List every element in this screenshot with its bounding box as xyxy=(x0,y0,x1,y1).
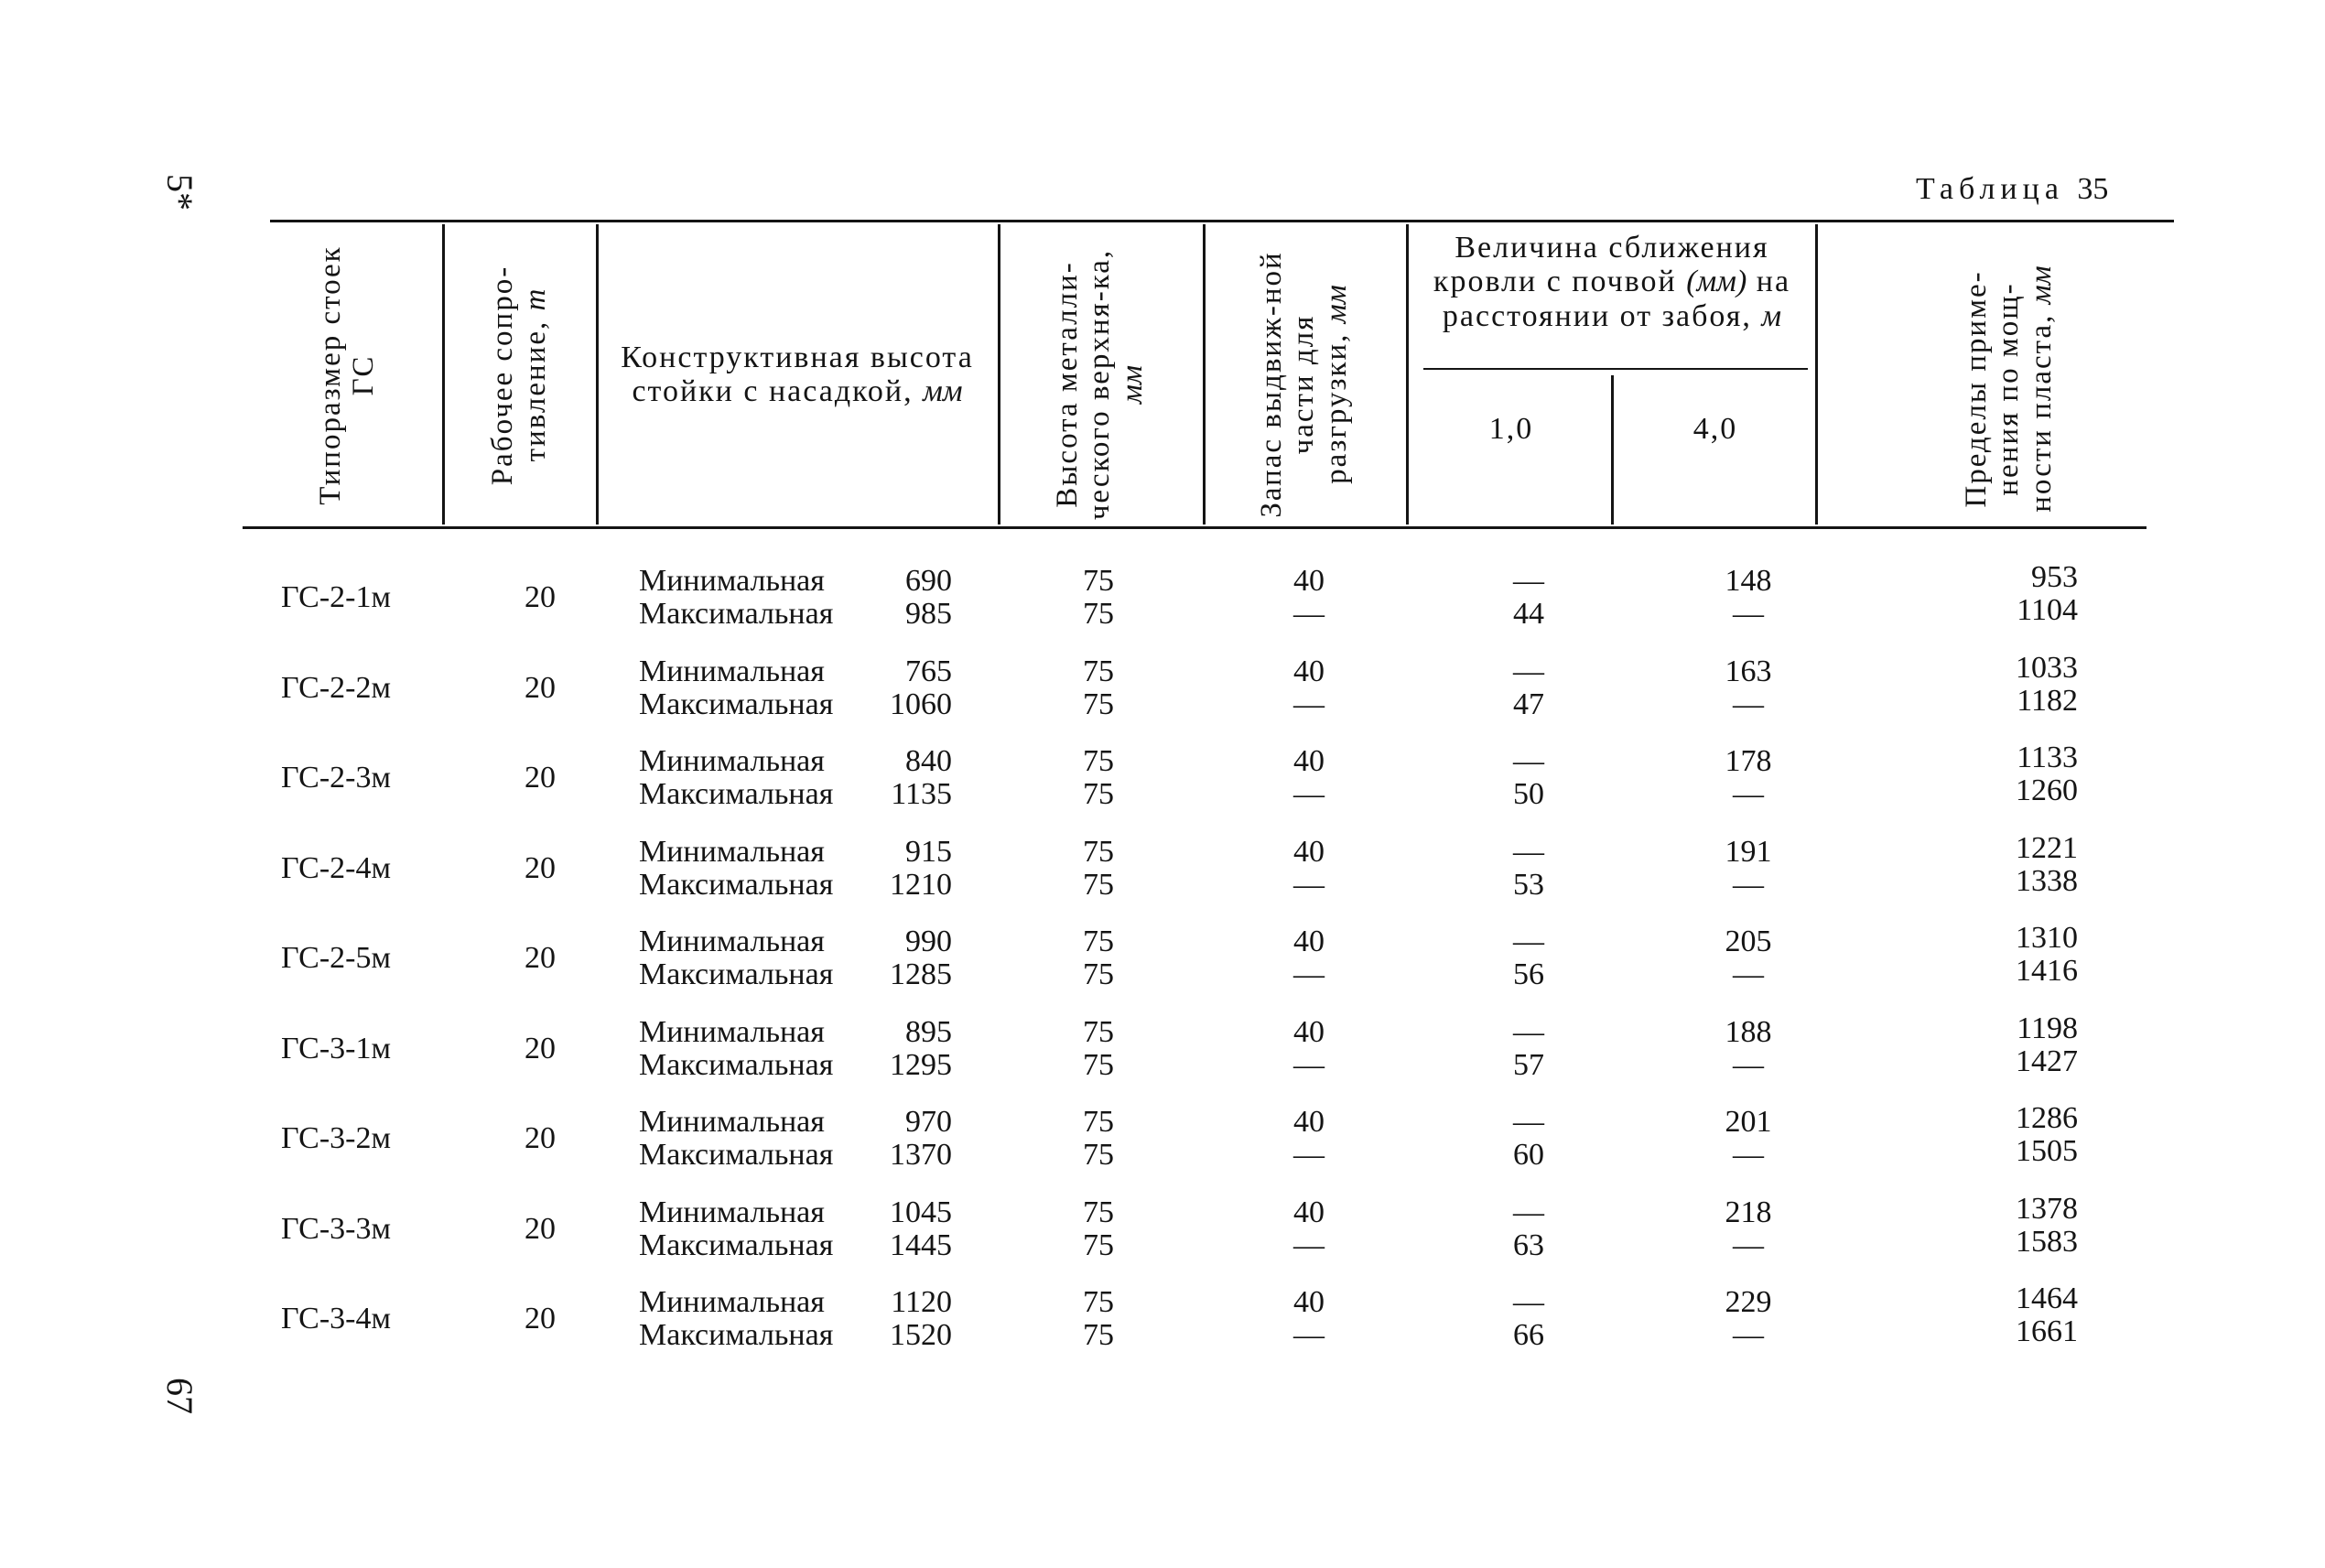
row-height-values-line: 840 xyxy=(905,744,952,778)
row-approach-1m-line: — xyxy=(1513,1195,1544,1229)
row-approach-4m xyxy=(1703,655,1794,721)
row-metal-line: 75 xyxy=(1083,957,1114,991)
row-resistance-line: 20 xyxy=(524,671,556,705)
row-approach-1m-line: — xyxy=(1513,925,1544,958)
row-limits-line: 1286 xyxy=(2016,1101,2078,1135)
row-approach-1m xyxy=(1483,655,1574,721)
row-height-values-line: 915 xyxy=(905,835,952,869)
row-metal-line: 75 xyxy=(1083,835,1114,869)
row-height-labels xyxy=(639,1196,877,1262)
row-type-line: ГС-2-1м xyxy=(280,580,392,614)
row-approach-4m xyxy=(1703,1286,1794,1352)
row-reserve-line: 40 xyxy=(1293,1195,1325,1229)
row-reserve-line: 40 xyxy=(1293,744,1325,778)
row-approach-4m-line: — xyxy=(1733,868,1764,902)
row-approach-1m xyxy=(1483,745,1574,811)
row-height-values-line: 765 xyxy=(905,654,952,688)
row-resistance-line: 20 xyxy=(524,851,556,885)
row-approach-1m xyxy=(1483,1016,1574,1082)
header-type-text: Типоразмер стоек ГС xyxy=(314,245,380,505)
row-approach-1m-line: — xyxy=(1513,835,1544,869)
row-reserve-line: — xyxy=(1293,1048,1325,1082)
row-metal xyxy=(1053,565,1144,631)
row-limits-line: 1505 xyxy=(2016,1134,2078,1168)
row-metal-line: 75 xyxy=(1083,1228,1114,1262)
row-height-values-line: 1210 xyxy=(890,868,952,902)
row-height-labels-line: Минимальная xyxy=(639,925,825,958)
row-height-labels xyxy=(639,745,877,811)
row-height-labels xyxy=(639,1286,877,1352)
approach-group-rule xyxy=(1423,368,1808,370)
row-height-labels-line: Максимальная xyxy=(639,1318,834,1352)
row-approach-1m xyxy=(1483,1106,1574,1172)
row-reserve xyxy=(1263,1016,1355,1082)
row-type xyxy=(240,852,432,885)
row-reserve xyxy=(1263,1106,1355,1172)
row-limits xyxy=(1950,922,2078,988)
row-approach-4m xyxy=(1703,565,1794,631)
row-limits-line: 1104 xyxy=(2017,593,2078,627)
row-height-labels-line: Минимальная xyxy=(639,1285,825,1319)
row-reserve-line: 40 xyxy=(1293,1105,1325,1139)
row-metal xyxy=(1053,836,1144,902)
row-metal-line: 75 xyxy=(1083,1318,1114,1352)
row-height-labels-line: Максимальная xyxy=(639,597,834,631)
row-resistance xyxy=(449,852,632,885)
row-height-labels-line: Минимальная xyxy=(639,744,825,778)
row-approach-4m-line: 201 xyxy=(1725,1105,1772,1139)
header-limits xyxy=(1941,243,2078,535)
row-type-line: ГС-2-3м xyxy=(280,761,392,795)
row-approach-4m-line: 191 xyxy=(1725,835,1772,869)
row-reserve-line: 40 xyxy=(1293,925,1325,958)
row-resistance xyxy=(449,672,632,705)
row-metal-line: 75 xyxy=(1083,925,1114,958)
row-height-labels-line: Максимальная xyxy=(639,868,834,902)
row-height-labels xyxy=(639,836,877,902)
table-title-number: 35 xyxy=(2077,172,2109,206)
row-reserve xyxy=(1263,925,1355,991)
row-metal-line: 75 xyxy=(1083,1015,1114,1049)
row-type-line: ГС-2-4м xyxy=(280,851,392,885)
row-approach-1m xyxy=(1483,565,1574,631)
row-approach-1m-line: 44 xyxy=(1513,597,1544,631)
row-limits xyxy=(1950,1193,2078,1259)
row-metal-line: 75 xyxy=(1083,597,1114,631)
row-type-line: ГС-3-4м xyxy=(280,1302,392,1336)
header-metal xyxy=(1036,243,1164,526)
row-approach-4m-line: 148 xyxy=(1725,564,1772,598)
row-approach-1m-line: — xyxy=(1513,654,1544,688)
table-title xyxy=(1916,172,2108,207)
row-metal-line: 75 xyxy=(1083,564,1114,598)
row-height-values-line: 1120 xyxy=(891,1285,952,1319)
row-reserve xyxy=(1263,745,1355,811)
row-height-values-line: 1370 xyxy=(890,1138,952,1172)
row-type-line: ГС-2-2м xyxy=(280,671,392,705)
row-approach-1m-line: — xyxy=(1513,744,1544,778)
row-reserve-line: 40 xyxy=(1293,654,1325,688)
row-height-labels-line: Минимальная xyxy=(639,1015,825,1049)
row-resistance-line: 20 xyxy=(524,1032,556,1065)
row-resistance xyxy=(449,1213,632,1246)
row-resistance-line: 20 xyxy=(524,941,556,975)
row-resistance-line: 20 xyxy=(524,580,556,614)
row-height-labels-line: Максимальная xyxy=(639,1138,834,1172)
row-approach-1m xyxy=(1483,1286,1574,1352)
row-height-values xyxy=(860,1286,952,1352)
row-approach-4m-line: — xyxy=(1733,777,1764,811)
row-reserve-line: — xyxy=(1293,1138,1325,1172)
row-limits-line: 1416 xyxy=(2016,954,2078,988)
row-limits-line: 1661 xyxy=(2016,1314,2078,1348)
row-approach-4m xyxy=(1703,745,1794,811)
row-approach-4m-line: — xyxy=(1733,1228,1764,1262)
row-height-labels xyxy=(639,1016,877,1082)
row-approach-4m-line: — xyxy=(1733,1318,1764,1352)
row-resistance xyxy=(449,1033,632,1065)
row-reserve xyxy=(1263,655,1355,721)
row-metal-line: 75 xyxy=(1083,1138,1114,1172)
row-type-line: ГС-3-2м xyxy=(280,1121,392,1155)
row-metal-line: 75 xyxy=(1083,687,1114,721)
row-height-values xyxy=(860,1196,952,1262)
row-reserve-line: — xyxy=(1293,957,1325,991)
row-height-labels-line: Максимальная xyxy=(639,1228,834,1262)
row-resistance-line: 20 xyxy=(524,761,556,795)
row-metal xyxy=(1053,925,1144,991)
row-approach-1m xyxy=(1483,1196,1574,1262)
row-reserve-line: — xyxy=(1293,868,1325,902)
row-height-values xyxy=(860,655,952,721)
row-height-values-line: 690 xyxy=(905,564,952,598)
header-resistance-text: Рабочее сопро-тивление, т xyxy=(486,265,552,486)
row-approach-1m-line: 47 xyxy=(1513,687,1544,721)
row-height-labels xyxy=(639,655,877,721)
row-reserve-line: 40 xyxy=(1293,835,1325,869)
row-reserve-line: 40 xyxy=(1293,1285,1325,1319)
row-approach-4m xyxy=(1703,1196,1794,1262)
header-metal-text: Высота металли-ческого верхня-ка, мм xyxy=(1050,248,1149,521)
row-approach-4m-line: — xyxy=(1733,687,1764,721)
row-height-labels-line: Максимальная xyxy=(639,957,834,991)
col-divider-2 xyxy=(596,224,599,524)
row-approach-4m-line: 188 xyxy=(1725,1015,1772,1049)
row-approach-1m-line: — xyxy=(1513,1015,1544,1049)
row-resistance xyxy=(449,942,632,975)
row-limits-line: 1583 xyxy=(2016,1225,2078,1259)
table-title-word: Таблица xyxy=(1916,172,2064,206)
row-reserve-line: 40 xyxy=(1293,564,1325,598)
row-resistance xyxy=(449,1122,632,1155)
row-limits xyxy=(1950,561,2078,627)
row-height-labels-line: Максимальная xyxy=(639,687,834,721)
row-resistance-line: 20 xyxy=(524,1302,556,1336)
row-type xyxy=(240,1033,432,1065)
row-height-labels-line: Максимальная xyxy=(639,777,834,811)
row-limits-line: 1338 xyxy=(2016,864,2078,898)
row-limits xyxy=(1950,1102,2078,1168)
header-approach: Величина сближения кровли с почвой (мм) на расстоянии от забоя, м xyxy=(1433,231,1791,333)
row-limits xyxy=(1950,832,2078,898)
row-height-values xyxy=(860,565,952,631)
row-height-values-line: 1045 xyxy=(890,1195,952,1229)
header-type xyxy=(293,233,403,517)
row-approach-4m-line: — xyxy=(1733,1048,1764,1082)
row-height-values xyxy=(860,836,952,902)
row-reserve-line: — xyxy=(1293,1318,1325,1352)
row-limits-line: 1221 xyxy=(2016,831,2078,865)
row-height-values-line: 970 xyxy=(905,1105,952,1139)
col-divider-6 xyxy=(1611,375,1614,524)
row-limits xyxy=(1950,652,2078,718)
row-metal xyxy=(1053,655,1144,721)
row-type xyxy=(240,672,432,705)
header-reserve-text: Запас выдвиж-ной части для разгрузки, мм xyxy=(1254,251,1353,518)
row-metal-line: 75 xyxy=(1083,1048,1114,1082)
row-height-labels-line: Максимальная xyxy=(639,1048,834,1082)
row-metal-line: 75 xyxy=(1083,1105,1114,1139)
row-resistance xyxy=(449,1303,632,1336)
row-limits xyxy=(1950,741,2078,807)
row-limits-line: 953 xyxy=(2031,560,2078,594)
row-height-values-line: 1445 xyxy=(890,1228,952,1262)
row-approach-1m-line: 63 xyxy=(1513,1228,1544,1262)
row-type-line: ГС-3-3м xyxy=(280,1212,392,1246)
row-metal-line: 75 xyxy=(1083,868,1114,902)
header-approach-1m: 1,0 xyxy=(1488,412,1534,446)
row-height-values-line: 1135 xyxy=(891,777,952,811)
row-height-values-line: 895 xyxy=(905,1015,952,1049)
row-approach-4m xyxy=(1703,836,1794,902)
row-metal-line: 75 xyxy=(1083,1285,1114,1319)
row-height-values-line: 990 xyxy=(905,925,952,958)
row-height-values xyxy=(860,1016,952,1082)
row-type xyxy=(240,1122,432,1155)
row-height-values-line: 1520 xyxy=(890,1318,952,1352)
row-height-values xyxy=(860,1106,952,1172)
row-approach-1m xyxy=(1483,925,1574,991)
row-height-values-line: 1060 xyxy=(890,687,952,721)
row-approach-1m-line: 53 xyxy=(1513,868,1544,902)
row-type-line: ГС-2-5м xyxy=(280,941,392,975)
row-limits xyxy=(1950,1012,2078,1078)
row-limits xyxy=(1950,1282,2078,1348)
row-type xyxy=(240,762,432,795)
row-reserve-line: — xyxy=(1293,777,1325,811)
row-limits-line: 1198 xyxy=(2017,1011,2078,1045)
row-metal xyxy=(1053,745,1144,811)
row-type xyxy=(240,581,432,614)
row-metal-line: 75 xyxy=(1083,1195,1114,1229)
page-marker-top: 5* xyxy=(159,174,200,211)
row-type xyxy=(240,942,432,975)
row-approach-1m-line: 60 xyxy=(1513,1138,1544,1172)
row-approach-4m-line: 178 xyxy=(1725,744,1772,778)
row-height-labels-line: Минимальная xyxy=(639,835,825,869)
row-height-values xyxy=(860,745,952,811)
row-approach-1m-line: — xyxy=(1513,1105,1544,1139)
row-metal xyxy=(1053,1196,1144,1262)
row-height-values xyxy=(860,925,952,991)
row-height-labels-line: Минимальная xyxy=(639,564,825,598)
row-metal-line: 75 xyxy=(1083,777,1114,811)
row-limits-line: 1182 xyxy=(2017,684,2078,718)
col-divider-7 xyxy=(1815,224,1818,524)
row-reserve-line: 40 xyxy=(1293,1015,1325,1049)
row-approach-4m-line: 229 xyxy=(1725,1285,1772,1319)
row-metal xyxy=(1053,1106,1144,1172)
header-bottom-rule xyxy=(243,526,2147,529)
row-reserve-line: — xyxy=(1293,1228,1325,1262)
row-approach-4m-line: — xyxy=(1733,957,1764,991)
row-type-line: ГС-3-1м xyxy=(280,1032,392,1065)
row-approach-1m xyxy=(1483,836,1574,902)
row-height-labels-line: Минимальная xyxy=(639,1105,825,1139)
row-height-labels-line: Минимальная xyxy=(639,654,825,688)
header-reserve xyxy=(1240,243,1368,526)
row-height-labels xyxy=(639,1106,877,1172)
row-approach-4m xyxy=(1703,1016,1794,1082)
row-approach-4m-line: 205 xyxy=(1725,925,1772,958)
header-top-rule xyxy=(270,220,2174,222)
col-divider-5 xyxy=(1406,224,1409,524)
row-approach-4m xyxy=(1703,925,1794,991)
row-resistance-line: 20 xyxy=(524,1212,556,1246)
row-limits-line: 1133 xyxy=(2017,741,2078,774)
row-limits-line: 1033 xyxy=(2016,651,2078,685)
row-reserve xyxy=(1263,836,1355,902)
row-approach-4m-line: 163 xyxy=(1725,654,1772,688)
row-approach-1m-line: 56 xyxy=(1513,957,1544,991)
row-height-values-line: 985 xyxy=(905,597,952,631)
row-type xyxy=(240,1213,432,1246)
row-limits-line: 1464 xyxy=(2016,1281,2078,1315)
row-approach-1m-line: 57 xyxy=(1513,1048,1544,1082)
col-divider-1 xyxy=(442,224,445,524)
row-resistance-line: 20 xyxy=(524,1121,556,1155)
header-limits-text: Пределы приме-нения по мощ-ности пласта, мм xyxy=(1959,265,2058,513)
header-resistance xyxy=(465,233,575,517)
row-height-labels-line: Минимальная xyxy=(639,1195,825,1229)
row-resistance xyxy=(449,581,632,614)
col-divider-4 xyxy=(1203,224,1206,524)
row-approach-1m-line: — xyxy=(1513,564,1544,598)
row-approach-4m-line: — xyxy=(1733,1138,1764,1172)
page-number: 67 xyxy=(159,1378,200,1414)
row-reserve-line: — xyxy=(1293,597,1325,631)
row-metal-line: 75 xyxy=(1083,654,1114,688)
row-approach-4m xyxy=(1703,1106,1794,1172)
row-metal xyxy=(1053,1286,1144,1352)
row-approach-4m-line: 218 xyxy=(1725,1195,1772,1229)
row-approach-1m-line: 50 xyxy=(1513,777,1544,811)
header-approach-4m: 4,0 xyxy=(1692,412,1738,446)
row-reserve xyxy=(1263,1286,1355,1352)
row-limits-line: 1310 xyxy=(2016,921,2078,955)
row-approach-1m-line: 66 xyxy=(1513,1318,1544,1352)
row-metal xyxy=(1053,1016,1144,1082)
row-approach-4m-line: — xyxy=(1733,597,1764,631)
col-divider-3 xyxy=(998,224,1000,524)
row-height-labels xyxy=(639,565,877,631)
row-reserve-line: — xyxy=(1293,687,1325,721)
row-reserve xyxy=(1263,565,1355,631)
row-metal-line: 75 xyxy=(1083,744,1114,778)
row-limits-line: 1260 xyxy=(2016,773,2078,807)
row-reserve xyxy=(1263,1196,1355,1262)
row-height-values-line: 1285 xyxy=(890,957,952,991)
row-height-values-line: 1295 xyxy=(890,1048,952,1082)
row-type xyxy=(240,1303,432,1336)
row-limits-line: 1427 xyxy=(2016,1044,2078,1078)
row-height-labels xyxy=(639,925,877,991)
row-approach-1m-line: — xyxy=(1513,1285,1544,1319)
row-resistance xyxy=(449,762,632,795)
header-height: Конструктивная высота стойки с насадкой, мм xyxy=(621,341,974,409)
row-limits-line: 1378 xyxy=(2016,1192,2078,1226)
